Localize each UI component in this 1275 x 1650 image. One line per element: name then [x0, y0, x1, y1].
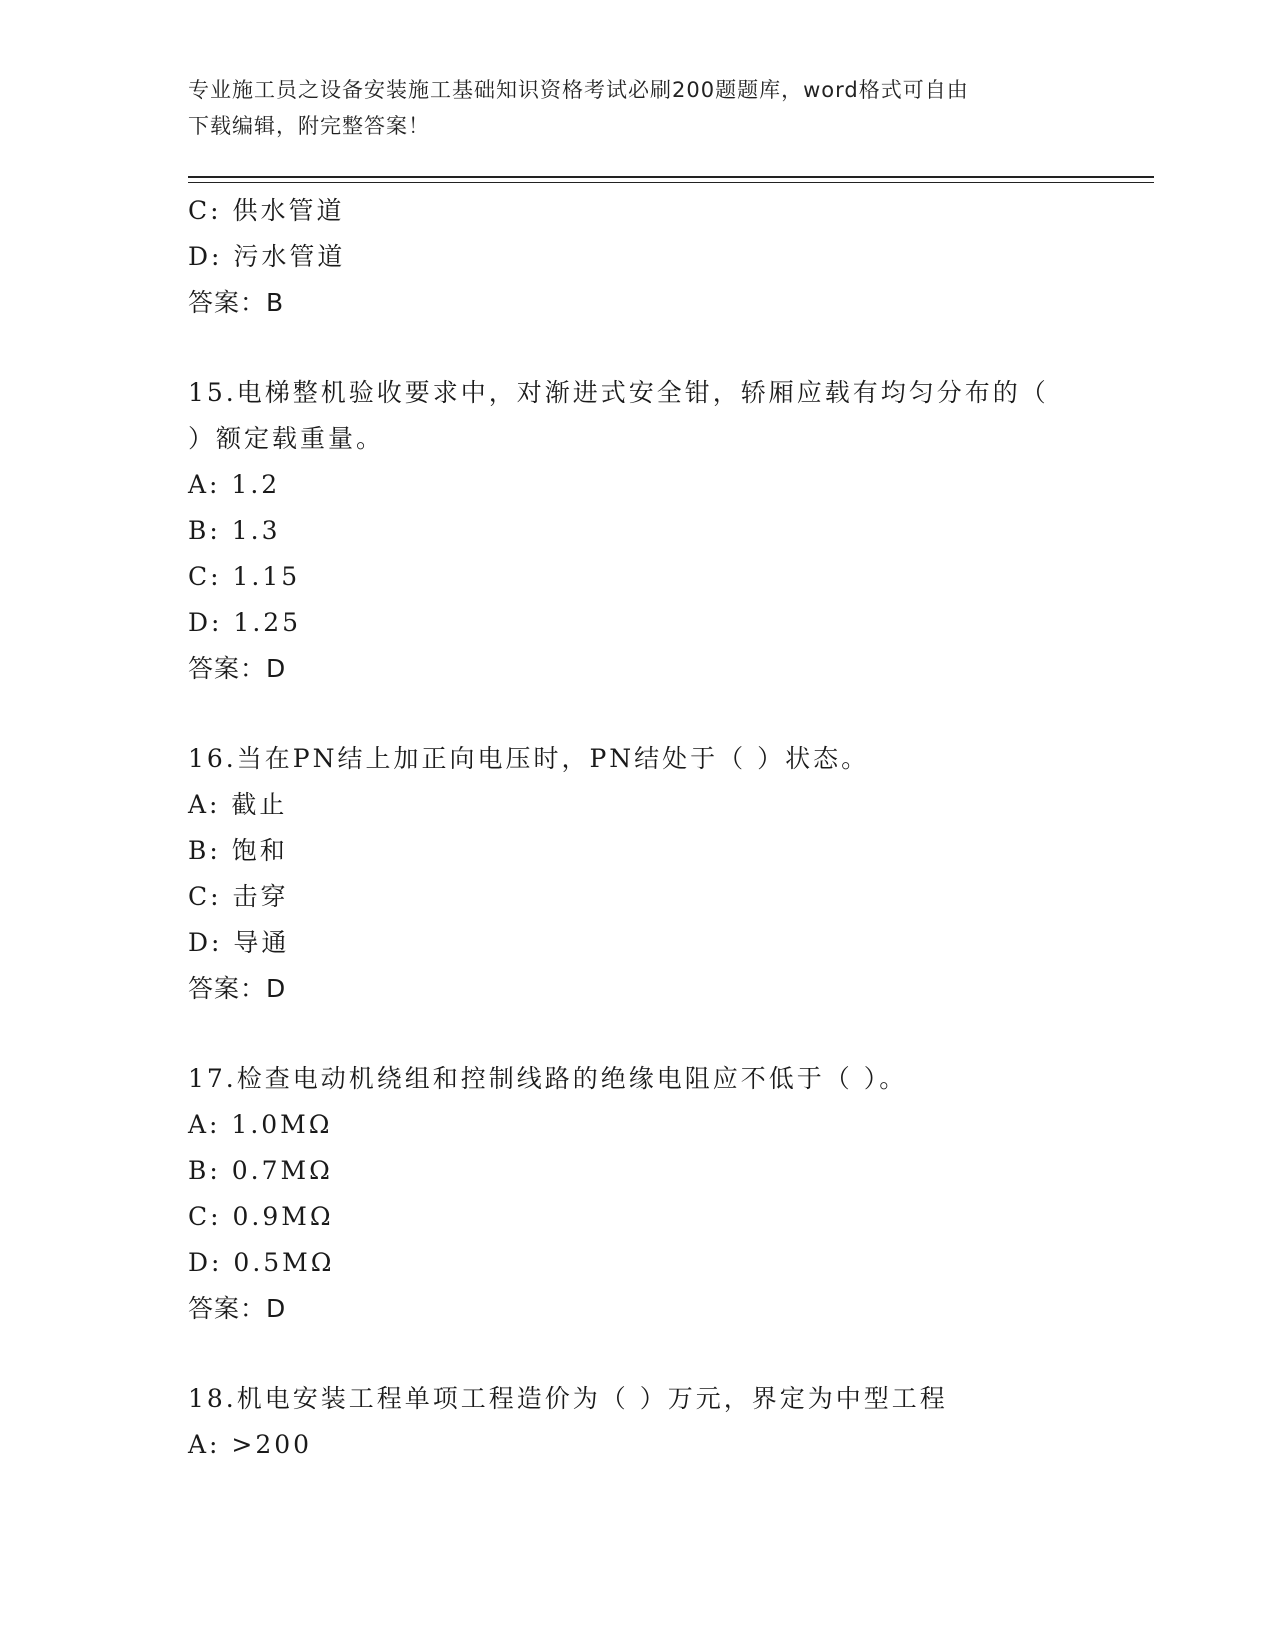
header-line-1: 专业施工员之设备安装施工基础知识资格考试必刷200题题库，word格式可自由 [188, 78, 969, 102]
answer-line: 答案：B [188, 288, 285, 317]
question-stem: 16.当在PN结上加正向电压时，PN结处于（ ）状态。 [188, 744, 870, 773]
question-block-prev [188, 188, 1088, 326]
option-c: C: 击穿 [188, 882, 289, 911]
question-block-17 [188, 1056, 1088, 1332]
question-list [188, 188, 1088, 1468]
option-b: B: 饱和 [188, 836, 288, 865]
option-d: D: 1.25 [188, 608, 302, 637]
answer-line: 答案：D [188, 1294, 287, 1323]
option-b: B: 0.7MΩ [188, 1156, 333, 1185]
question-block-15 [188, 370, 1088, 692]
option-a: A: 1.0MΩ [188, 1110, 333, 1139]
header-line-2: 下载编辑，附完整答案！ [188, 114, 430, 138]
option-a: A: 1.2 [188, 470, 281, 499]
question-stem-line-2: ）额定载重量。 [188, 424, 385, 453]
option-d: D: 导通 [188, 928, 290, 957]
header-rule-thin [188, 182, 1154, 183]
option-c: C: 1.15 [188, 562, 301, 591]
option-a: A: >200 [188, 1430, 313, 1459]
header-rule-thick [188, 176, 1154, 178]
option-d: D: 污水管道 [188, 242, 346, 271]
answer-line: 答案：D [188, 654, 287, 683]
option-b: B: 1.3 [188, 516, 281, 545]
question-block-18 [188, 1376, 1088, 1468]
question-stem-line-1: 15.电梯整机验收要求中，对渐进式安全钳，轿厢应载有均匀分布的（ [188, 378, 1049, 407]
option-c: C: 0.9MΩ [188, 1202, 334, 1231]
question-block-16 [188, 736, 1088, 1012]
option-a: A: 截止 [188, 790, 288, 819]
option-c: C: 供水管道 [188, 196, 345, 225]
document-header [188, 72, 1068, 144]
answer-line: 答案：D [188, 974, 287, 1003]
option-d: D: 0.5MΩ [188, 1248, 335, 1277]
question-stem: 17.检查电动机绕组和控制线路的绝缘电阻应不低于（ ）。 [188, 1064, 908, 1093]
question-stem: 18.机电安装工程单项工程造价为（ ）万元，界定为中型工程 [188, 1384, 948, 1413]
